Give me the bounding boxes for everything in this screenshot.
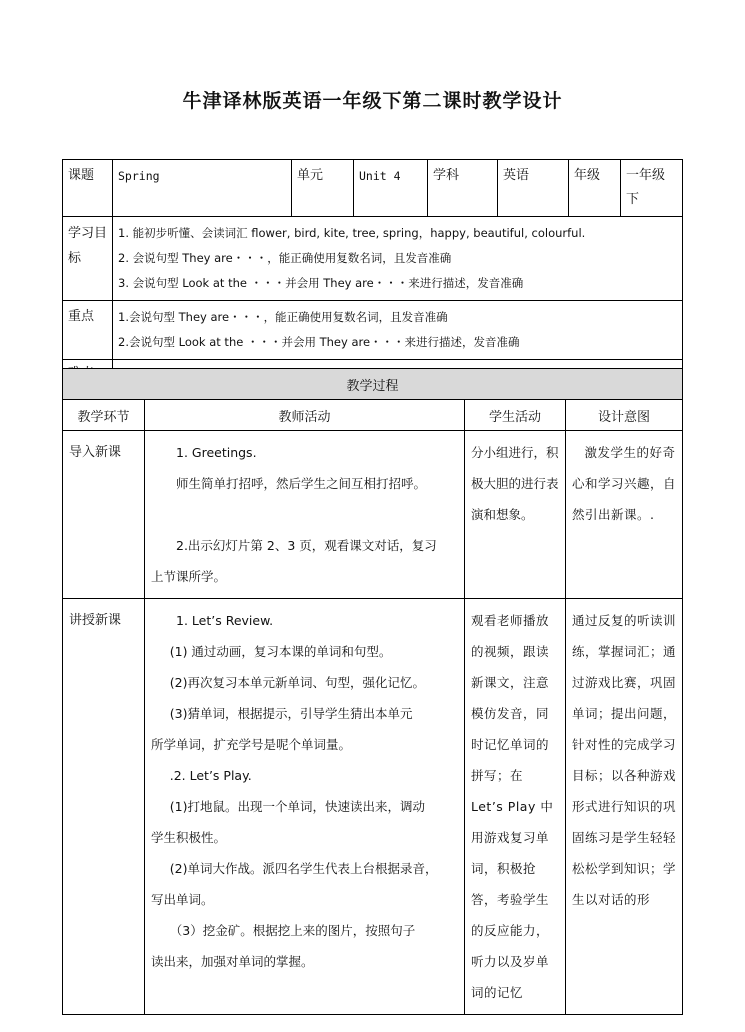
teacher-activity-intro [145,431,465,599]
process-title: 教学过程 [63,369,683,400]
key-points-label: 重点 [63,301,113,360]
teacher-line: （3）挖金矿。根据挖上来的图片，按照句子 [169,923,416,938]
teacher-line: 所学单词，扩充学号是呢个单词量。 [151,737,352,752]
goal-item: 3. 会说句型 Look at the ・・・并会用 They are・・・来进行描述，发音准确 [118,276,524,290]
teacher-line: (2)单词大作战。派四名学生代表上台根据录音， [169,861,438,876]
grade-value: 一年级下 [621,160,683,217]
info-table [62,159,683,389]
teacher-line [151,499,458,530]
purpose-new: 通过反复的听读训练，掌握词汇；通过游戏比赛，巩固单词；提出问题，针对性的完成学习目标；以各种游戏形式进行知识的巩固练习是学生轻轻松松学到知识；学生以对话的形 [566,599,683,1015]
student-activity-new: 观看老师播放的视频，跟读新课文，注意模仿发音，同时记忆单词的拼写；在 Let’s Play 中用游戏复习单词，积极抢答，考验学生的反应能力，听力以及岁单词的记忆 [465,599,566,1015]
grade-label: 年级 [569,160,621,217]
subject-value: 英语 [498,160,569,217]
unit-label: 单元 [292,160,354,217]
key-point-item: 1.会说句型 They are・・・，能正确使用复数名词，且发音准确 [118,310,448,324]
process-table [62,368,683,1015]
goals-label: 学习目标 [63,217,113,301]
teacher-line: (3)猜单词，根据提示，引导学生猜出本单元 [169,706,413,721]
teacher-line: 1. Let’s Review. [176,613,274,628]
key-points-list [113,301,683,360]
subject-label: 学科 [428,160,498,217]
teacher-line: 上节课所学。 [151,569,227,584]
teacher-line: 师生简单打招呼，然后学生之间互相打招呼。 [176,476,427,491]
header-purpose: 设计意图 [566,400,683,431]
header-teacher: 教师活动 [145,400,465,431]
page-title: 牛津译林版英语一年级下第二课时教学设计 [182,90,563,112]
teacher-line: (1) 通过动画，复习本课的单词和句型。 [169,644,392,659]
goal-item: 2. 会说句型 They are・・・，能正确使用复数名词，且发音准确 [118,251,452,265]
teacher-line: 2.出示幻灯片第 2、3 页，观看课文对话，复习 [176,538,437,553]
header-stage: 教学环节 [63,400,145,431]
teacher-line: 学生积极性。 [151,830,227,845]
teacher-line: .2. Let’s Play. [169,768,252,783]
stage-new-lesson: 讲授新课 [63,599,145,1015]
purpose-intro: 激发学生的好奇心和学习兴趣，自然引出新课。. [566,431,683,599]
goal-item: 1. 能初步听懂、会读词汇 flower, bird, kite, tree, spring，happy, beautiful, colourful. [118,226,586,240]
stage-intro: 导入新课 [63,431,145,599]
teacher-activity-new [145,599,465,1015]
topic-label: 课题 [63,160,113,217]
key-point-item: 2.会说句型 Look at the ・・・并会用 They are・・・来进行描述，发音准确 [118,335,520,349]
student-activity-intro: 分小组进行，积极大胆的进行表演和想象。 [465,431,566,599]
header-student: 学生活动 [465,400,566,431]
goals-list [113,217,683,301]
teacher-line: 1. Greetings. [176,445,257,460]
teacher-line: 写出单词。 [151,892,214,907]
teacher-line: (1)打地鼠。出现一个单词，快速读出来，调动 [169,799,425,814]
teacher-line: 读出来，加强对单词的掌握。 [151,954,314,969]
topic-value: Spring [113,160,292,217]
teacher-line: (2)再次复习本单元新单词、句型，强化记忆。 [169,675,425,690]
unit-value: Unit 4 [354,160,428,217]
